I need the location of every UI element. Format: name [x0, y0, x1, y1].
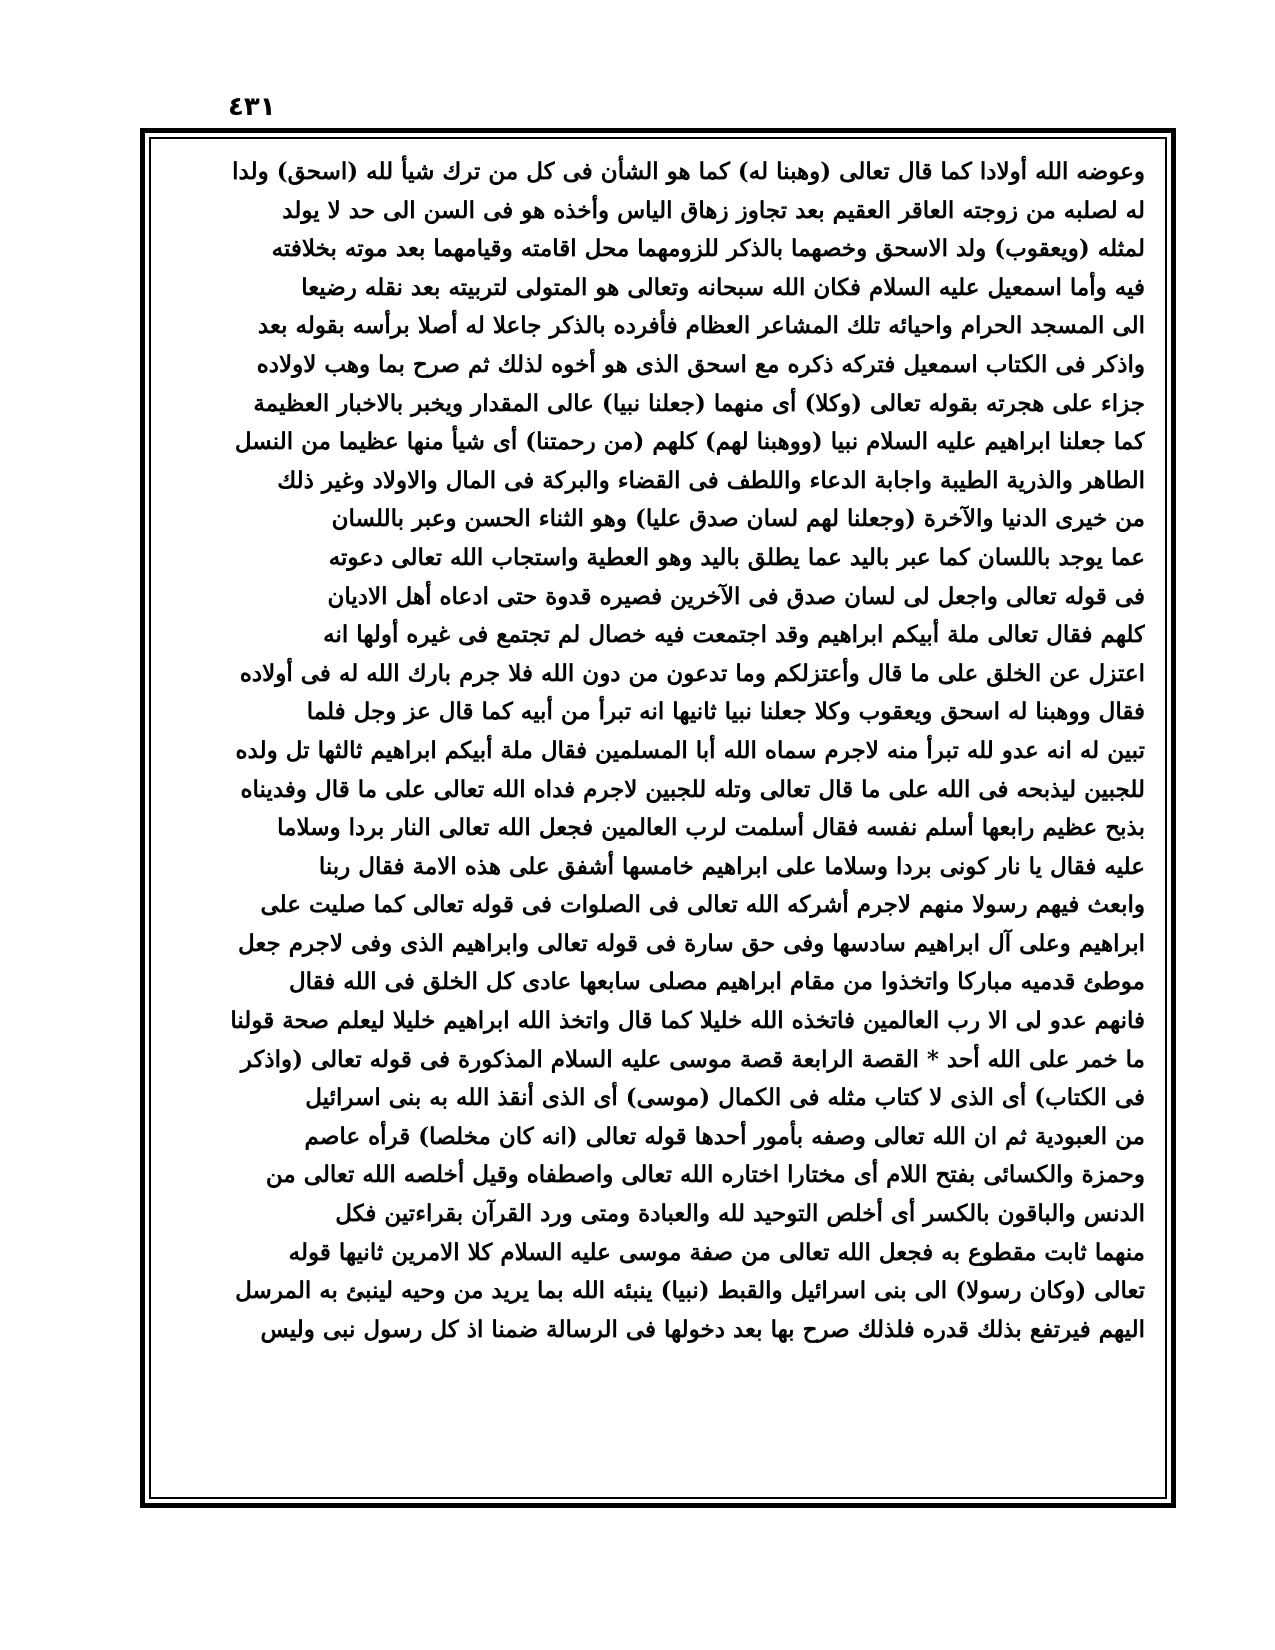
text-line: للجبين ليذبحه فى الله على ما قال تعالى وتله للجبين لاجرم فداه الله تعالى على ما قال وفديناه — [240, 775, 1145, 803]
text-line: واذكر فى الكتاب اسمعيل فتركه ذكره مع اسحق الذى هو أخوه لذلك ثم صرح بما وهب لاولاده — [256, 350, 1145, 378]
text-line: كلهم فقال تعالى ملة أبيكم ابراهيم وقد اجتمعت فيه خصال لم تجتمع فى غيره أولها انه — [323, 621, 1145, 649]
text-line: فى قوله تعالى واجعل لى لسان صدق فى الآخرين فصيره قدوة حتى ادعاه أهل الاديان — [327, 582, 1145, 610]
text-line: من خيرى الدنيا والآخرة (وجعلنا لهم لسان صدق عليا) وهو الثناء الحسن وعبر باللسان — [331, 505, 1145, 533]
text-line: وعوضه الله أولادا كما قال تعالى (وهبنا له) كما هو الشأن فى كل من ترك شيأ لله (اسحق) ولدا — [232, 158, 1145, 185]
text-line: كما جعلنا ابراهيم عليه السلام نبيا (ووهبنا لهم) كلهم (من رحمتنا) أى شيأ منها عظيما من النسل — [234, 428, 1145, 456]
page-number: ٤٣١ — [228, 92, 276, 122]
text-line: فى الكتاب) أى الذى لا كتاب مثله فى الكمال (موسى) أى الذى أنقذ الله به بنى اسرائيل — [305, 1084, 1145, 1112]
text-line: ابراهيم وعلى آل ابراهيم سادسها وفى حق سارة فى قوله تعالى وابراهيم الذى وفى لاجرم جعل — [238, 929, 1145, 957]
text-line: له لصلبه من زوجته العاقر العقيم بعد تجاوز زهاق الياس وأخذه هو فى السن الى حد لا يولد — [282, 196, 1145, 224]
text-line: بذبح عظيم رابعها أسلم نفسه فقال أسلمت لرب العالمين فجعل الله تعالى النار بردا وسلاما — [277, 814, 1145, 842]
text-line: اعتزل عن الخلق على ما قال وأعتزلكم وما تدعون من دون الله فلا جرم بارك الله له فى أولاده — [239, 659, 1145, 687]
text-line: فقال ووهبنا له اسحق ويعقوب وكلا جعلنا نبيا ثانيها انه تبرأ من أبيه كما قال عز وجل فلما — [306, 698, 1145, 726]
text-line: جزاء على هجرته بقوله تعالى (وكلا) أى منهما (جعلنا نبيا) عالى المقدار ويخبر بالاخبار العظيمة — [253, 389, 1145, 417]
text-line: وحمزة والكسائى بفتح اللام أى مختارا اختاره الله تعالى واصطفاه وقيل أخلصه الله تعالى من — [265, 1161, 1145, 1189]
text-line: ما خمر على الله أحد * القصة الرابعة قصة موسى عليه السلام المذكورة فى قوله تعالى (واذكر — [240, 1045, 1145, 1073]
text-line: موطئ قدميه مباركا واتخذوا من مقام ابراهيم مصلى سابعها عادى كل الخلق فى الله فقال — [288, 968, 1145, 996]
text-line: فيه وأما اسمعيل عليه السلام فكان الله سبحانه وتعالى هو المتولى لتربيته بعد نقله رضيعا — [301, 273, 1145, 301]
text-line: عليه فقال يا نار كونى بردا وسلاما على ابراهيم خامسها أشفق على هذه الامة فقال ربنا — [318, 852, 1145, 880]
text-line: عما يوجد باللسان كما عبر باليد عما يطلق باليد وهو العطية واستجاب الله تعالى دعوته — [328, 543, 1145, 571]
text-line: الطاهر والذرية الطيبة واجابة الدعاء واللطف فى القضاء والبركة فى المال والاولاد وغير ذلك — [277, 466, 1145, 494]
text-line: وابعث فيهم رسولا منهم لاجرم أشركه الله تعالى فى الصلوات فى قوله تعالى كما صليت على — [260, 891, 1145, 919]
text-line: من العبودية ثم ان الله تعالى وصفه بأمور أحدها قوله تعالى (انه كان مخلصا) قرأه عاصم — [304, 1122, 1145, 1150]
text-line: فانهم عدو لى الا رب العالمين فاتخذه الله خليلا كما قال واتخذ الله ابراهيم خليلا ليعلم صحة قولنا — [230, 1007, 1145, 1035]
text-line: تعالى (وكان رسولا) الى بنى اسرائيل والقبط (نبيا) ينبئه الله بما يريد من وحيه لينبئ به المرسل — [235, 1277, 1145, 1305]
text-line: لمثله (ويعقوب) ولد الاسحق وخصهما بالذكر للزومهما محل اقامته وقيامهما بعد موته بخلافته — [271, 235, 1145, 263]
text-line: منهما ثابت مقطوع به فجعل الله تعالى من صفة موسى عليه السلام كلا الامرين ثانيها قوله — [288, 1238, 1145, 1266]
text-line: اليهم فيرتفع بذلك قدره فلذلك صرح بها بعد دخولها فى الرسالة ضمنا اذ كل رسول نبى وليس — [260, 1315, 1145, 1343]
text-line: الى المسجد الحرام واحيائه تلك المشاعر العظام فأفرده بالذكر جاعلا له أصلا برأسه بقوله بعد — [257, 312, 1145, 340]
page-frame — [140, 128, 1176, 1508]
text-line: تبين له انه عدو لله تبرأ منه لاجرم سماه الله أبا المسلمين فقال ملة أبيكم ابراهيم ثالثها تل ولده — [235, 736, 1145, 764]
page-frame-inner — [149, 137, 1167, 1499]
text-line: الدنس والباقون بالكسر أى أخلص التوحيد لله والعبادة ومتى ورد القرآن بقراءتين فكل — [335, 1200, 1145, 1228]
body-text — [171, 153, 1145, 1349]
